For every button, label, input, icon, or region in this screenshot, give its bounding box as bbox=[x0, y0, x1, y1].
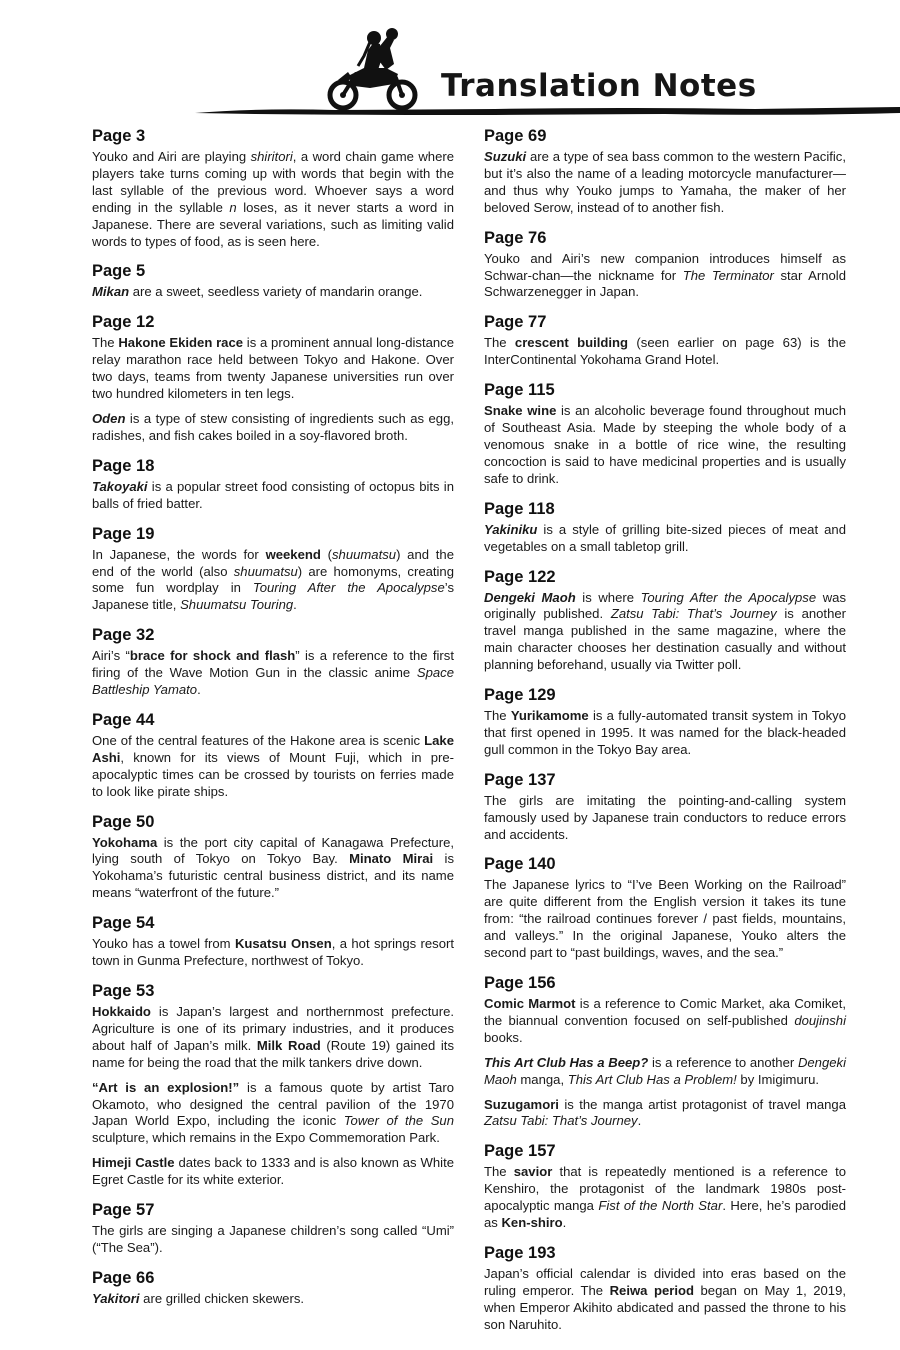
note-page-heading: Page 18 bbox=[92, 456, 155, 475]
note-paragraph: The savior that is repeatedly mentioned is a reference to Kenshiro, the protagonist of the landmark 1980s post-apocalyptic manga Fist of the North Star. Here, he’s parodied as Ken-shiro. bbox=[484, 1164, 847, 1231]
note-paragraph: Yokohama is the port city capital of Kanagawa Prefecture, lying south of Tokyo on Tokyo Bay. Minato Mirai is Yokohama’s futuristic central business district, and its name means “waterfront of the future.” bbox=[92, 834, 455, 901]
note-page-heading: Page 122 bbox=[484, 567, 556, 586]
note-paragraph: Japan’s official calendar is divided into eras based on the ruling emperor. The Reiwa period began on May 1, 2019, when Emperor Akihito abdicated and passed the throne to his son Naruhito. bbox=[484, 1265, 846, 1332]
note-paragraph: The Hakone Ekiden race is a prominent annual long-distance relay marathon race held between Tokyo and Hakone. Over two days, teams from twenty Japanese universities run over two hundred kilometers in ten legs. bbox=[92, 335, 455, 402]
note-section bbox=[484, 567, 846, 675]
note-section bbox=[484, 1243, 846, 1334]
note-paragraph: Yakiniku is a style of grilling bite-sized pieces of meat and vegetables on a small tabletop grill. bbox=[484, 521, 846, 554]
note-page-heading: Page 57 bbox=[92, 1201, 155, 1220]
note-page-heading: Page 50 bbox=[92, 812, 155, 831]
brush-stroke-divider bbox=[195, 104, 900, 118]
note-page-heading: Page 77 bbox=[484, 313, 547, 332]
note-page-heading: Page 140 bbox=[484, 855, 556, 874]
note-section bbox=[484, 770, 846, 844]
note-paragraph: Oden is a type of stew consisting of ingredients such as egg, radishes, and fish cakes boiled in a soy-flavored broth. bbox=[92, 410, 454, 443]
note-paragraph: Youko and Airi’s new companion introduces himself as Schwar-chan—the nickname for The Terminator star Arnold Schwarzenegger in Japan. bbox=[484, 250, 846, 300]
note-section bbox=[92, 913, 454, 970]
note-section bbox=[92, 710, 454, 801]
note-paragraph: Comic Marmot is a reference to Comic Market, aka Comiket, the biannual convention focused on self-published doujinshi books. bbox=[484, 996, 846, 1045]
note-page-heading: Page 157 bbox=[484, 1142, 556, 1161]
note-section bbox=[92, 312, 454, 444]
note-page-heading: Page 44 bbox=[92, 710, 155, 729]
note-page-heading: Page 76 bbox=[484, 228, 547, 247]
note-page-heading: Page 12 bbox=[92, 313, 155, 332]
note-paragraph: One of the central features of the Hakone area is scenic Lake Ashi, known for its views of Mount Fuji, which in pre-apocalyptic times can be crossed by tourists on ferries made to look like pirate ships. bbox=[92, 732, 454, 799]
note-paragraph: Yakitori are grilled chicken skewers. bbox=[92, 1290, 305, 1306]
note-paragraph: Suzugamori is the manga artist protagonist of travel manga Zatsu Tabi: That’s Journey. bbox=[484, 1096, 846, 1129]
note-section bbox=[92, 126, 454, 250]
note-section bbox=[484, 1141, 846, 1232]
note-section bbox=[484, 973, 846, 1130]
page-title: Translation Notes bbox=[441, 68, 757, 104]
note-section bbox=[484, 126, 846, 217]
note-section bbox=[92, 524, 454, 615]
note-section bbox=[92, 625, 454, 699]
note-section bbox=[92, 261, 454, 301]
note-page-heading: Page 69 bbox=[484, 127, 547, 145]
notes-column-left bbox=[92, 126, 454, 1319]
note-paragraph: “Art is an explosion!” is a famous quote by artist Taro Okamoto, who designed the central pavilion of the 1970 Japan World Expo, including the iconic Tower of the Sun sculpture, which remains in the Expo Commemoration Park. bbox=[92, 1079, 454, 1146]
note-page-heading: Page 193 bbox=[484, 1243, 556, 1262]
note-paragraph: The girls are singing a Japanese children’s song called “Umi” (“The Sea”). bbox=[92, 1223, 454, 1255]
note-paragraph: Hokkaido is Japan’s largest and northernmost prefecture. Agriculture is one of its primary industries, and it produces about half of Japan’s milk. Milk Road (Route 19) gained its name for being the road that the milk tankers drive down. bbox=[92, 1004, 454, 1070]
note-page-heading: Page 53 bbox=[92, 982, 155, 1000]
note-section bbox=[484, 854, 846, 962]
note-page-heading: Page 54 bbox=[92, 914, 155, 933]
note-paragraph: Youko has a towel from Kusatsu Onsen, a hot springs resort town in Gunma Prefecture, northwest of Tokyo. bbox=[92, 936, 455, 969]
note-paragraph: This Art Club Has a Beep? is a reference to another Dengeki Maoh manga, This Art Club Has a Problem! by Imigimuru. bbox=[484, 1054, 846, 1087]
note-page-heading: Page 115 bbox=[484, 381, 555, 400]
note-paragraph: The crescent building (seen earlier on page 63) is the InterContinental Yokohama Grand Hotel. bbox=[484, 335, 846, 368]
note-page-heading: Page 5 bbox=[92, 262, 146, 281]
notes-column-right bbox=[484, 126, 846, 1345]
note-page-heading: Page 19 bbox=[92, 524, 155, 543]
note-section bbox=[92, 456, 454, 513]
note-section bbox=[484, 312, 846, 369]
note-page-heading: Page 66 bbox=[92, 1268, 155, 1287]
note-section bbox=[484, 685, 846, 759]
note-page-heading: Page 137 bbox=[484, 770, 556, 789]
note-paragraph: Snake wine is an alcoholic beverage found throughout much of Southeast Asia. Made by steeping the whole body of a venomous snake in a bottle of rice wine, the resulting concoction is said to have medicinal properties and is usually safe to drink. bbox=[484, 403, 846, 486]
note-section bbox=[92, 1268, 454, 1308]
note-section bbox=[92, 812, 454, 903]
motorcycle-riders-icon bbox=[324, 28, 420, 114]
note-page-heading: Page 129 bbox=[484, 686, 556, 705]
note-page-heading: Page 156 bbox=[484, 974, 556, 992]
note-section bbox=[92, 1200, 454, 1257]
note-section bbox=[92, 981, 454, 1189]
note-page-heading: Page 3 bbox=[92, 127, 146, 145]
note-paragraph: Takoyaki is a popular street food consisting of octopus bits in balls of fried batter. bbox=[92, 478, 454, 511]
note-page-heading: Page 32 bbox=[92, 626, 155, 645]
note-paragraph: Mikan are a sweet, seedless variety of mandarin orange. bbox=[92, 284, 423, 300]
note-paragraph: Airi’s “brace for shock and flash” is a reference to the first firing of the Wave Motion Gun in the classic anime Space Battleship Yamato. bbox=[92, 648, 454, 698]
note-paragraph: Youko and Airi are playing shiritori, a word chain game where players take turns coming up with words that begin with the last syllable of the previous word. Whoever says a word ending in the syllable n loses, as it never starts a word in Japanese. There are several variations, such as limiting valid words to types of food, as is seen here. bbox=[92, 149, 454, 249]
note-paragraph: The girls are imitating the pointing-and-calling system famously used by Japanese train conductors to reduce errors and accidents. bbox=[484, 792, 846, 842]
note-section bbox=[484, 228, 846, 302]
note-paragraph: Dengeki Maoh is where Touring After the Apocalypse was originally published. Zatsu Tabi: That’s Journey is another travel manga published in the same magazine, where the main character chooses her destination casually and without planning beforehand, usually via Twitter poll. bbox=[484, 589, 846, 673]
note-paragraph: The Japanese lyrics to “I’ve Been Working on the Railroad” are quite different from the English version it takes its tune from: “the railroad continues forever / past fields, mountains, and valleys.” In the original Japanese, Youko alters the second part to “past buildings, waves, and the sea.” bbox=[484, 877, 846, 961]
note-section bbox=[484, 380, 846, 488]
page-header bbox=[0, 0, 900, 120]
note-paragraph: Himeji Castle dates back to 1333 and is also known as White Egret Castle for its white exterior. bbox=[92, 1155, 455, 1188]
note-paragraph: Suzuki are a type of sea bass common to the western Pacific, but it’s also the name of a leading motorcycle manufacturer—and thus why Youko jumps to Yamaha, the maker of her beloved Serow, instead of to another fish. bbox=[484, 149, 846, 215]
note-paragraph: The Yurikamome is a fully-automated transit system in Tokyo that first opened in 1995. It was named for the black-headed gull common in the Tokyo Bay area. bbox=[484, 708, 847, 757]
note-section bbox=[484, 499, 846, 556]
note-paragraph: In Japanese, the words for weekend (shuumatsu) and the end of the world (also shuumatsu) are homonyms, creating some fun wordplay in Touring After the Apocalypse’s Japanese title, Shuumatsu Touring. bbox=[92, 546, 454, 613]
note-page-heading: Page 118 bbox=[484, 499, 555, 518]
